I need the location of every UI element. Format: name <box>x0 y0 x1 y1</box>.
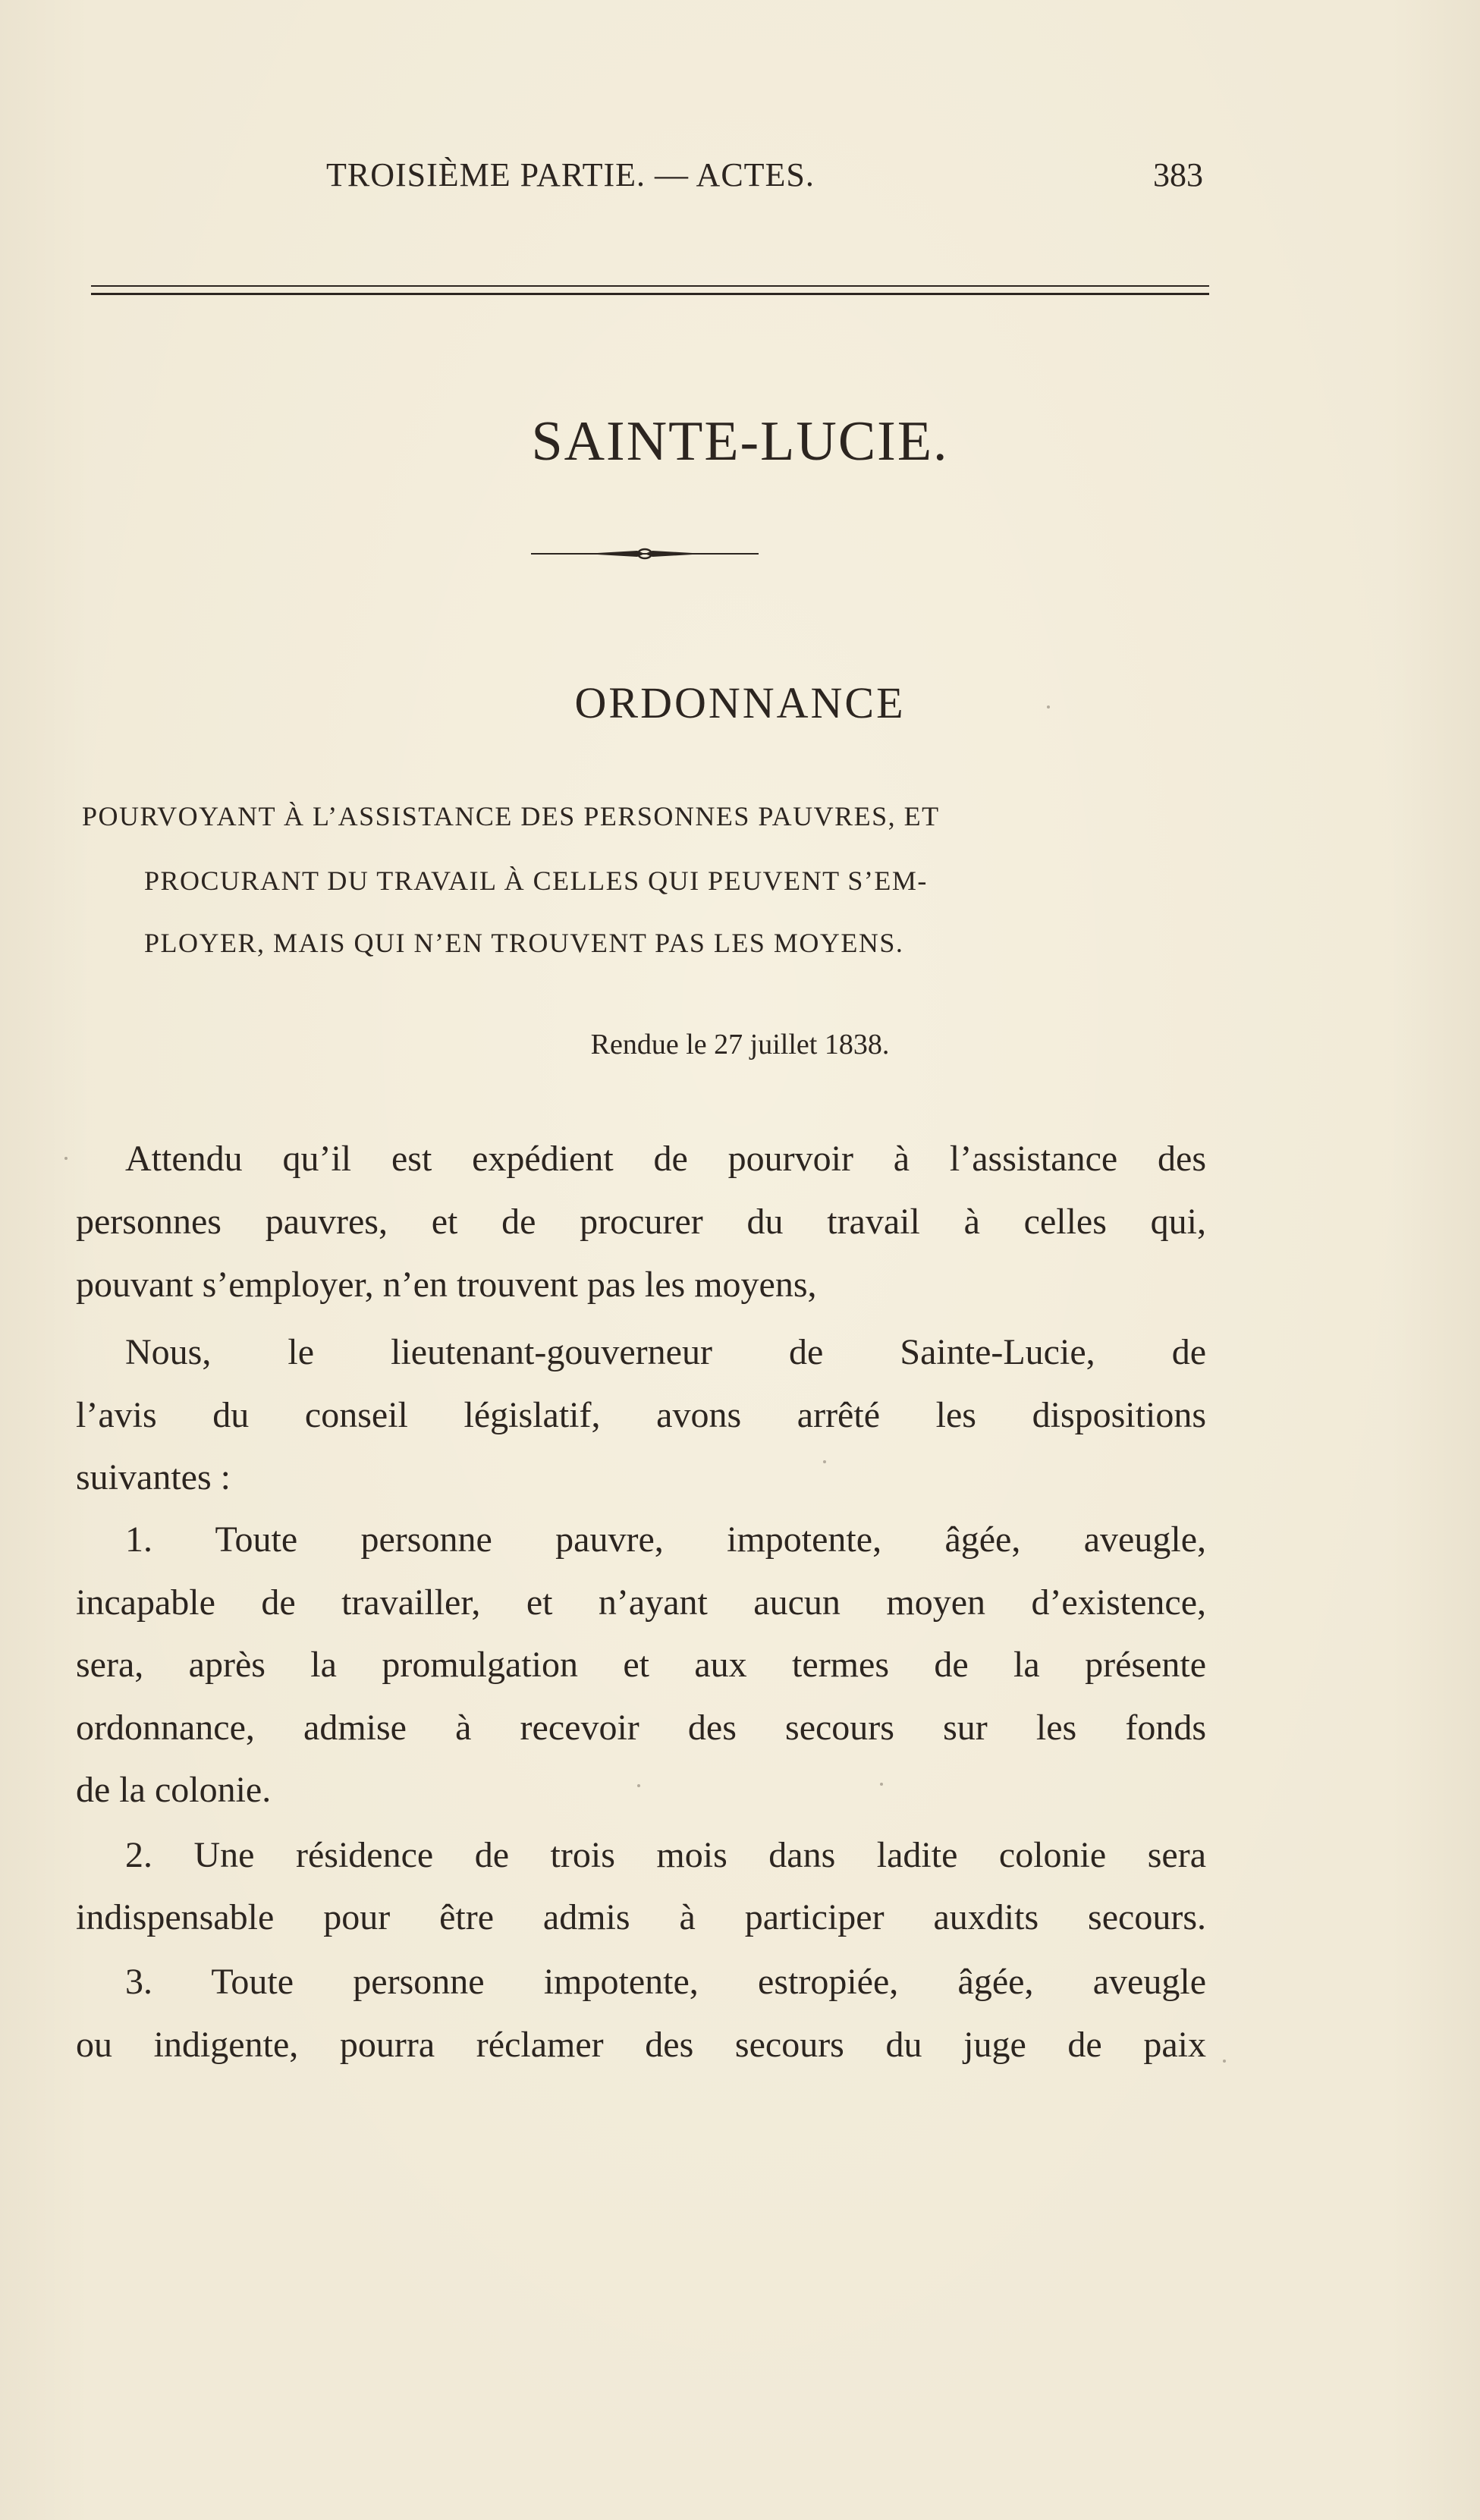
section-title: SAINTE-LUCIE. <box>531 410 949 473</box>
body-line-2: personnes pauvres, et de procurer du travail à celles qui, <box>76 1202 1206 1242</box>
body-line-8: incapable de travailler, et n’ayant aucun moyen d’existence, <box>76 1582 1206 1623</box>
body-line-11: de la colonie. <box>76 1770 272 1810</box>
body-line-6: suivantes : <box>76 1457 231 1497</box>
body-line-13: indispensable pour être admis à participer auxdits secours. <box>76 1897 1206 1937</box>
body-line-10: ordonnance, admise à recevoir des secours sur les fonds <box>76 1708 1206 1748</box>
header-double-rule <box>91 285 1209 295</box>
body-line-14: 3. Toute personne impotente, estropiée, âgée, aveugle <box>125 1962 1206 2002</box>
paper-speck <box>1223 2060 1226 2063</box>
document-type-heading: ORDONNANCE <box>574 678 906 727</box>
paper-speck <box>637 1784 640 1787</box>
body-line-5: l’avis du conseil législatif, avons arrêté les dispositions <box>76 1395 1206 1435</box>
subtitle-line-2: PROCURANT DU TRAVAIL À CELLES QUI PEUVENT S’EM- <box>144 866 928 896</box>
body-line-12: 2. Une résidence de trois mois dans ladite colonie sera <box>125 1835 1206 1875</box>
body-line-3: pouvant s’employer, n’en trouvent pas les moyens, <box>76 1265 817 1305</box>
paper-speck <box>64 1157 68 1160</box>
subtitle-line-3: PLOYER, MAIS QUI N’EN TROUVENT PAS LES MOYENS. <box>144 928 904 958</box>
paper-speck <box>823 1460 826 1463</box>
body-line-9: sera, après la promulgation et aux termes de la présente <box>76 1645 1206 1685</box>
body-line-15: ou indigente, pourra réclamer des secours du juge de paix <box>76 2025 1206 2065</box>
date-line: Rendue le 27 juillet 1838. <box>590 1029 890 1060</box>
paper-speck <box>880 1783 883 1786</box>
body-line-4: Nous, le lieutenant-gouverneur de Sainte-Lucie, de <box>125 1332 1206 1372</box>
body-line-7: 1. Toute personne pauvre, impotente, âgée, aveugle, <box>125 1519 1206 1560</box>
subtitle-line-1: POURVOYANT À L’ASSISTANCE DES PERSONNES PAUVRES, ET <box>82 801 940 831</box>
ornament-divider <box>531 545 759 563</box>
body-line-1: Attendu qu’il est expédient de pourvoir à l’assistance des <box>125 1139 1206 1179</box>
page-number: 383 <box>1153 156 1203 193</box>
paper-speck <box>1047 705 1050 709</box>
running-head: TROISIÈME PARTIE. — ACTES. <box>326 156 815 193</box>
